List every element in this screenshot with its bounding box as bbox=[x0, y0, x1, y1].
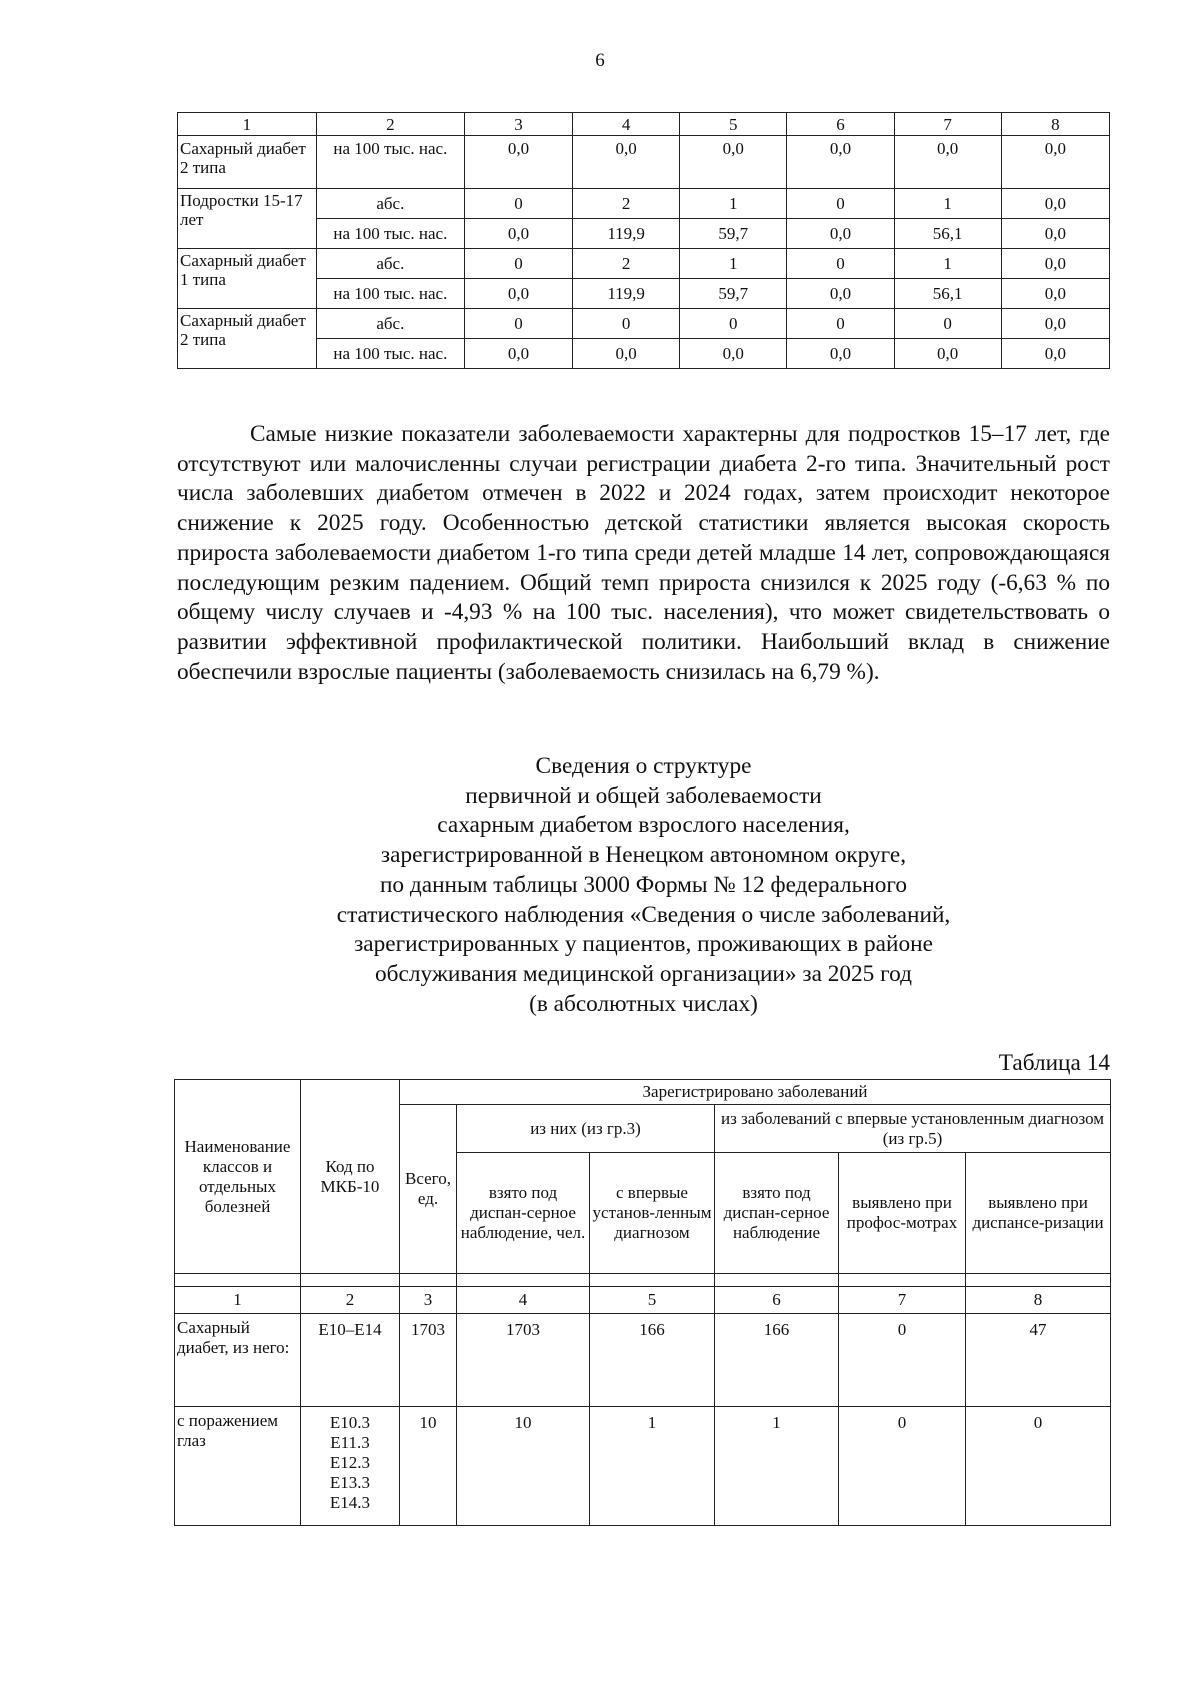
title-line: сахарным диабетом взрослого населения, bbox=[437, 812, 850, 839]
value-cell: 0,0 bbox=[680, 136, 787, 189]
column-number: 4 bbox=[457, 1287, 590, 1314]
unit-cell: на 100 тыс. нас. bbox=[316, 279, 464, 309]
table-row bbox=[178, 219, 1110, 249]
row-name: Сахарный диабет, из него: bbox=[175, 1314, 301, 1407]
section-title bbox=[177, 752, 1110, 1019]
value-cell: 166 bbox=[590, 1314, 715, 1407]
unit-cell: на 100 тыс. нас. bbox=[316, 136, 464, 189]
value-cell: 0,0 bbox=[1001, 279, 1109, 309]
value-cell: 1 bbox=[894, 189, 1001, 219]
value-cell: 0 bbox=[464, 309, 572, 339]
unit-cell: абс. bbox=[316, 249, 464, 279]
value-cell: 10 bbox=[400, 1407, 457, 1526]
column-number: 1 bbox=[175, 1287, 301, 1314]
table-row bbox=[175, 1314, 1111, 1407]
value-cell: 0,0 bbox=[1001, 339, 1109, 369]
value-cell: 0,0 bbox=[787, 279, 894, 309]
value-cell: 0,0 bbox=[680, 339, 787, 369]
header-col7: выявлено при профос-мотрах bbox=[839, 1153, 966, 1274]
row-name: с поражением глаз bbox=[175, 1407, 301, 1526]
header-col8: выявлено при диспансе-ризации bbox=[966, 1153, 1111, 1274]
group-name: Сахарный диабет 2 типа bbox=[178, 309, 317, 369]
page-number: 6 bbox=[595, 50, 605, 71]
header-name: Наименование классов и отдельных болезней bbox=[175, 1080, 301, 1274]
value-cell: 0 bbox=[894, 309, 1001, 339]
value-cell: 0,0 bbox=[1001, 136, 1109, 189]
column-number: 2 bbox=[301, 1287, 400, 1314]
table-row bbox=[178, 189, 1110, 219]
title-line: (в абсолютных числах) bbox=[529, 990, 758, 1017]
title-line: зарегистрированной в Ненецком автономном округе, bbox=[380, 842, 907, 869]
value-cell: 0,0 bbox=[464, 279, 572, 309]
value-cell: 0,0 bbox=[1001, 189, 1109, 219]
group-name: Сахарный диабет 2 типа bbox=[178, 136, 317, 189]
title-line: по данным таблицы 3000 Формы № 12 федерального bbox=[379, 871, 908, 898]
header-col5: с впервые установ-ленным диагнозом bbox=[590, 1153, 715, 1274]
code-line: E10.3 bbox=[329, 1413, 371, 1432]
value-cell: 2 bbox=[573, 189, 680, 219]
value-cell: 56,1 bbox=[894, 219, 1001, 249]
table-header-row bbox=[175, 1080, 1111, 1105]
header-cell: 8 bbox=[1001, 113, 1109, 136]
header-code: Код по МКБ-10 bbox=[301, 1080, 400, 1274]
header-cell: 4 bbox=[573, 113, 680, 136]
group-name: Сахарный диабет 1 типа bbox=[178, 249, 317, 309]
value-cell: 47 bbox=[966, 1314, 1111, 1407]
value-cell: 2 bbox=[573, 249, 680, 279]
value-cell: 0 bbox=[839, 1314, 966, 1407]
value-cell: 119,9 bbox=[573, 279, 680, 309]
value-cell: 0 bbox=[966, 1407, 1111, 1526]
column-number: 3 bbox=[400, 1287, 457, 1314]
unit-cell: абс. bbox=[316, 189, 464, 219]
value-cell: 0 bbox=[573, 309, 680, 339]
value-cell: 10 bbox=[457, 1407, 590, 1526]
value-cell: 0 bbox=[680, 309, 787, 339]
value-cell: 0,0 bbox=[1001, 309, 1109, 339]
title-line: зарегистрированных у пациентов, проживающих в районе bbox=[354, 931, 933, 958]
header-registered: Зарегистрировано заболеваний bbox=[400, 1080, 1111, 1105]
code-line: E14.3 bbox=[329, 1493, 371, 1512]
value-cell: 0,0 bbox=[464, 339, 572, 369]
header-cell: 2 bbox=[316, 113, 464, 136]
value-cell: 1703 bbox=[400, 1314, 457, 1407]
title-line: статистического наблюдения «Сведения о числе заболеваний, bbox=[336, 901, 951, 928]
header-col6: взято под диспан-серное наблюдение bbox=[715, 1153, 839, 1274]
value-cell: 0,0 bbox=[787, 339, 894, 369]
column-number-row bbox=[175, 1287, 1111, 1314]
header-cell: 3 bbox=[464, 113, 572, 136]
value-cell: 1 bbox=[680, 189, 787, 219]
column-number: 7 bbox=[839, 1287, 966, 1314]
value-cell: 0,0 bbox=[464, 136, 572, 189]
value-cell: 0,0 bbox=[464, 219, 572, 249]
code-line: E11.3 bbox=[330, 1433, 370, 1452]
column-number: 5 bbox=[590, 1287, 715, 1314]
value-cell: 1 bbox=[680, 249, 787, 279]
column-number: 8 bbox=[966, 1287, 1111, 1314]
value-cell: 0,0 bbox=[894, 136, 1001, 189]
value-cell: 0,0 bbox=[787, 136, 894, 189]
code-cell bbox=[301, 1407, 400, 1526]
value-cell: 0 bbox=[839, 1407, 966, 1526]
table-row bbox=[178, 249, 1110, 279]
value-cell: 56,1 bbox=[894, 279, 1001, 309]
header-of-them: из них (из гр.3) bbox=[457, 1105, 715, 1153]
header-of-new: из заболеваний с впервые установленным диагнозом (из гр.5) bbox=[715, 1105, 1111, 1153]
header-cell: 5 bbox=[680, 113, 787, 136]
title-line: первичной и общей заболеваемости bbox=[465, 782, 822, 809]
value-cell: 0 bbox=[787, 309, 894, 339]
body-paragraph: Самые низкие показатели заболеваемости характерны для подростков 15–17 лет, где отсутствуют или малочисленны случаи регистрации диабета 2-го типа. Значительный рост числа заболевших диабетом отмечен в 2022 и 2024 годах, затем происходит некоторое снижение к 2025 году. Особенностью детской статистики является высокая скорость прироста заболеваемости диабетом 1-го типа среди детей младше 14 лет, сопровождающаяся последующим резким падением. Общий темп прироста снизился к 2025 году (-6,63 % по общему числу случаев и -4,93 % на 100 тыс. населения), что может свидетельствовать о развитии эффективной профилактической политики. Наибольший вклад в снижение обеспечили взрослые пациенты (заболеваемость снизилась на 6,79 %). bbox=[177, 421, 1110, 685]
table-14 bbox=[174, 1079, 1111, 1526]
code-line: E12.3 bbox=[329, 1453, 371, 1472]
value-cell: 0 bbox=[464, 189, 572, 219]
code-cell: E10–E14 bbox=[301, 1314, 400, 1407]
group-name: Подростки 15-17 лет bbox=[178, 189, 317, 249]
title-line: Сведения о структуре bbox=[535, 753, 752, 779]
column-number: 6 bbox=[715, 1287, 839, 1314]
code-line: E13.3 bbox=[329, 1473, 371, 1492]
table-row bbox=[178, 309, 1110, 339]
table-row bbox=[178, 136, 1110, 189]
spacer-row bbox=[175, 1274, 1111, 1287]
table-header-row bbox=[178, 113, 1110, 136]
header-cell: 6 bbox=[787, 113, 894, 136]
value-cell: 0 bbox=[787, 189, 894, 219]
value-cell: 0,0 bbox=[573, 339, 680, 369]
value-cell: 59,7 bbox=[680, 279, 787, 309]
table-row bbox=[175, 1407, 1111, 1526]
value-cell: 1703 bbox=[457, 1314, 590, 1407]
unit-cell: абс. bbox=[316, 309, 464, 339]
value-cell: 59,7 bbox=[680, 219, 787, 249]
value-cell: 0 bbox=[464, 249, 572, 279]
table-row bbox=[178, 339, 1110, 369]
header-col4: взято под диспан-серное наблюдение, чел. bbox=[457, 1153, 590, 1274]
value-cell: 0,0 bbox=[1001, 219, 1109, 249]
table-row bbox=[178, 279, 1110, 309]
value-cell: 0,0 bbox=[894, 339, 1001, 369]
header-cell: 7 bbox=[894, 113, 1001, 136]
value-cell: 0,0 bbox=[573, 136, 680, 189]
unit-cell: на 100 тыс. нас. bbox=[316, 219, 464, 249]
value-cell: 0 bbox=[787, 249, 894, 279]
value-cell: 1 bbox=[894, 249, 1001, 279]
value-cell: 119,9 bbox=[573, 219, 680, 249]
value-cell: 0,0 bbox=[787, 219, 894, 249]
table-caption: Таблица 14 bbox=[998, 1050, 1110, 1076]
value-cell: 0,0 bbox=[1001, 249, 1109, 279]
header-total: Всего, ед. bbox=[400, 1105, 457, 1274]
value-cell: 1 bbox=[590, 1407, 715, 1526]
value-cell: 166 bbox=[715, 1314, 839, 1407]
unit-cell: на 100 тыс. нас. bbox=[316, 339, 464, 369]
header-cell: 1 bbox=[178, 113, 317, 136]
title-line: обслуживания медицинской организации» за 2025 год bbox=[375, 960, 912, 987]
continuation-table bbox=[177, 112, 1110, 369]
value-cell: 1 bbox=[715, 1407, 839, 1526]
